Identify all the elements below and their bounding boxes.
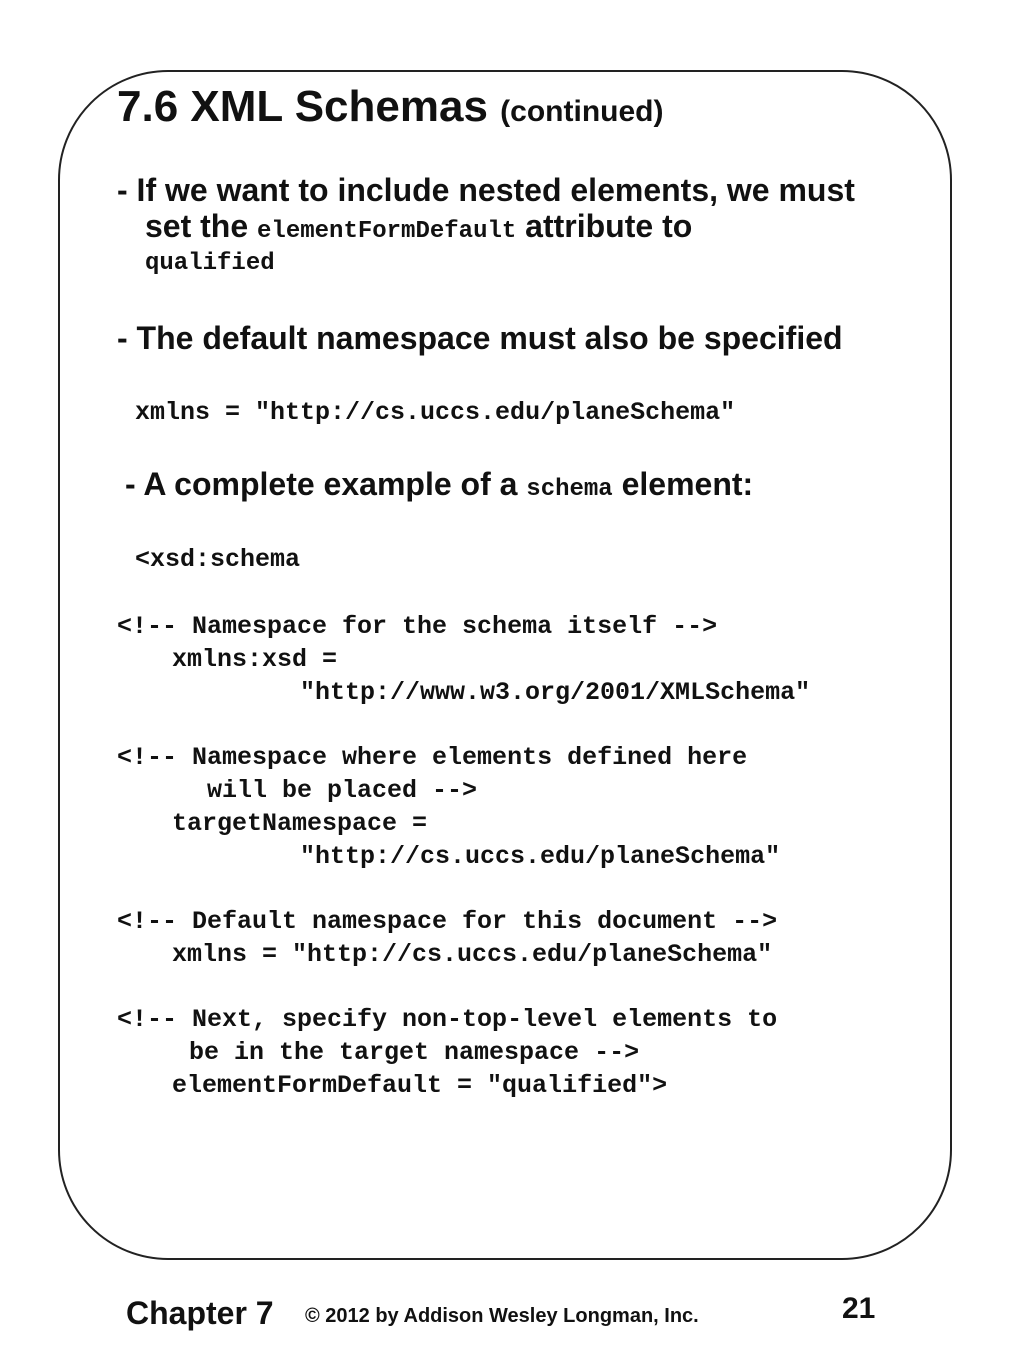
code-comment: <!-- Namespace where elements defined here <box>117 743 748 772</box>
bullet3-post: element: <box>612 466 754 502</box>
code-comment: <!-- Default namespace for this document --> <box>117 907 778 936</box>
code-comment: <!-- Namespace for the schema itself --> <box>117 612 718 641</box>
bullet1-line2-post: attribute to <box>516 208 693 244</box>
footer-copyright: © 2012 by Addison Wesley Longman, Inc. <box>305 1305 699 1327</box>
code-comment: will be placed --> <box>207 776 478 805</box>
code-line: elementFormDefault = "qualified"> <box>172 1071 668 1100</box>
title-sub: (continued) <box>500 95 664 128</box>
code-line: targetNamespace = <box>172 809 428 838</box>
code-line: "http://cs.uccs.edu/planeSchema" <box>300 842 781 871</box>
page-number: 21 <box>842 1292 876 1325</box>
bullet-default-namespace: - The default namespace must also be specified <box>117 320 843 356</box>
footer-chapter: Chapter 7 <box>126 1295 274 1331</box>
xmlns-example: xmlns = "http://cs.uccs.edu/planeSchema" <box>135 398 736 427</box>
code-line: <xsd:schema <box>135 545 301 574</box>
bullet1-code-qualified: qualified <box>145 250 275 277</box>
bullet-nested-elements-line1: - If we want to include nested elements, we must <box>117 172 855 208</box>
bullet-nested-elements-line2 <box>145 208 692 245</box>
code-comment: <!-- Next, specify non-top-level elements to <box>117 1005 778 1034</box>
bullet-complete-example <box>125 466 753 503</box>
code-comment: be in the target namespace --> <box>189 1038 640 1067</box>
slide-title <box>117 82 663 132</box>
bullet1-code-elementformdefault: elementFormDefault <box>257 218 517 245</box>
code-line: xmlns = "http://cs.uccs.edu/planeSchema" <box>172 940 773 969</box>
bullet1-line2-pre: set the <box>145 208 258 244</box>
code-line: "http://www.w3.org/2001/XMLSchema" <box>300 678 811 707</box>
title-main: 7.6 XML Schemas <box>117 82 488 131</box>
bullet3-code-schema: schema <box>526 476 613 503</box>
code-line: xmlns:xsd = <box>172 645 338 674</box>
bullet3-pre: - A complete example of a <box>125 466 527 502</box>
